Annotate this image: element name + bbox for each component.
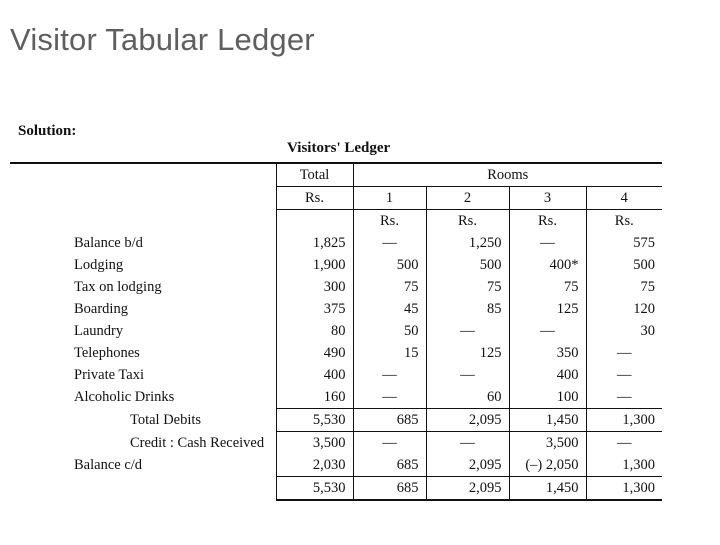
- cell-room-4: —: [617, 345, 632, 361]
- solution-label: Solution:: [18, 123, 77, 139]
- header-row-1: [10, 163, 662, 187]
- cell-room-4: 500: [633, 257, 656, 273]
- cell-total: 1,825: [276, 232, 353, 254]
- ledger-row: [10, 276, 662, 298]
- header-room-4: 4: [586, 187, 662, 210]
- cell-room-4: 1,300: [586, 477, 662, 501]
- cell-room-2: 60: [426, 386, 509, 409]
- ledger-row: [10, 386, 662, 409]
- cell-total: 80: [276, 320, 353, 342]
- cell-room-3: (–) 2,050: [509, 454, 586, 477]
- cell-room-1: 75: [353, 276, 426, 298]
- cell-room-2: 1,250: [426, 232, 509, 254]
- cell-room-4: —: [617, 389, 632, 405]
- ledger-row: [10, 364, 662, 386]
- room-1-currency: Rs.: [353, 210, 426, 233]
- header-row-3: [10, 210, 662, 233]
- cell-total: 490: [276, 342, 353, 364]
- row-label: Alcoholic Drinks: [74, 389, 175, 406]
- cell-room-1: —: [353, 386, 426, 409]
- cell-room-3: 350: [509, 342, 586, 364]
- cell-room-2: 500: [426, 254, 509, 276]
- cell-room-1: 500: [353, 254, 426, 276]
- cell-total: 1,900: [276, 254, 353, 276]
- row-label: Laundry: [74, 323, 124, 339]
- row-label: Balance b/d: [74, 235, 143, 251]
- ledger-row: [10, 254, 662, 276]
- cell-room-1: 50: [353, 320, 426, 342]
- row-label: Total Debits: [130, 412, 202, 428]
- cell-room-1: 685: [353, 477, 426, 501]
- header-rooms: Rooms: [353, 163, 662, 187]
- header-row-2: [10, 187, 662, 210]
- cell-room-4: —: [617, 435, 632, 451]
- cell-room-3: 1,450: [509, 477, 586, 501]
- cell-room-2: —: [426, 364, 509, 386]
- cell-total: 5,530: [276, 409, 353, 432]
- cell-room-1: 685: [353, 409, 426, 432]
- header-room-2: 2: [426, 187, 509, 210]
- cell-room-1: —: [353, 232, 426, 254]
- header-room-3: 3: [509, 187, 586, 210]
- cell-room-4: 120: [633, 301, 656, 317]
- cell-room-3: 400*: [509, 254, 586, 276]
- cell-room-4: 75: [640, 279, 656, 295]
- cell-room-2: 2,095: [426, 409, 509, 432]
- cell-room-4: —: [617, 367, 632, 383]
- cell-room-3: —: [509, 232, 586, 254]
- row-label: Lodging: [74, 257, 124, 273]
- ledger-row: [10, 320, 662, 342]
- row-label: Telephones: [74, 345, 140, 361]
- ledger-row: [10, 342, 662, 364]
- cell-room-3: 1,450: [509, 409, 586, 432]
- cell-room-4: 1,300: [586, 409, 662, 432]
- cell-room-2: —: [426, 432, 509, 455]
- cell-total: 400: [276, 364, 353, 386]
- cell-room-3: 100: [509, 386, 586, 409]
- row-label: Private Taxi: [74, 367, 144, 383]
- page-title: Visitor Tabular Ledger: [10, 22, 315, 57]
- cell-room-1: 45: [353, 298, 426, 320]
- header-total: Total: [276, 163, 353, 187]
- cell-total: 300: [276, 276, 353, 298]
- ledger-body: [10, 232, 662, 409]
- cell-room-2: 75: [426, 276, 509, 298]
- row-label: Credit : Cash Received: [130, 434, 265, 451]
- cell-room-3: —: [509, 320, 586, 342]
- header-room-1: 1: [353, 187, 426, 210]
- row-label: Tax on lodging: [74, 279, 162, 295]
- cell-room-1: 15: [353, 342, 426, 364]
- cell-room-2: 85: [426, 298, 509, 320]
- grand-total-row: [10, 477, 662, 501]
- cell-room-1: —: [353, 364, 426, 386]
- cell-room-1: —: [353, 432, 426, 455]
- cell-room-1: 685: [353, 454, 426, 477]
- cell-total: 3,500: [276, 432, 353, 455]
- ledger-title: Visitors' Ledger: [287, 140, 391, 156]
- cell-total: 160: [276, 386, 353, 409]
- cell-room-2: 125: [426, 342, 509, 364]
- room-4-currency: Rs.: [614, 213, 634, 229]
- cell-room-4: 30: [640, 323, 656, 339]
- balance-cd-row: [10, 454, 662, 477]
- cell-room-2: 2,095: [426, 454, 509, 477]
- room-2-currency: Rs.: [426, 210, 509, 233]
- cell-total: 2,030: [276, 454, 353, 477]
- header-total-currency: Rs.: [276, 187, 353, 210]
- cell-room-4: 575: [633, 235, 656, 251]
- cell-room-2: 2,095: [426, 477, 509, 501]
- cell-room-3: 75: [509, 276, 586, 298]
- cell-total: 5,530: [276, 477, 353, 501]
- cell-room-3: 400: [509, 364, 586, 386]
- cell-room-3: 3,500: [509, 432, 586, 455]
- row-label: Balance c/d: [74, 457, 143, 474]
- ledger-row: [10, 298, 662, 320]
- credit-row: [10, 432, 662, 455]
- row-label: Boarding: [74, 301, 128, 317]
- total-debits-row: [10, 409, 662, 432]
- cell-room-2: —: [426, 320, 509, 342]
- visitors-ledger-table: [10, 162, 662, 501]
- cell-room-4: 1,300: [586, 454, 662, 477]
- cell-room-3: 125: [509, 298, 586, 320]
- cell-total: 375: [276, 298, 353, 320]
- ledger-row: [10, 232, 662, 254]
- room-3-currency: Rs.: [509, 210, 586, 233]
